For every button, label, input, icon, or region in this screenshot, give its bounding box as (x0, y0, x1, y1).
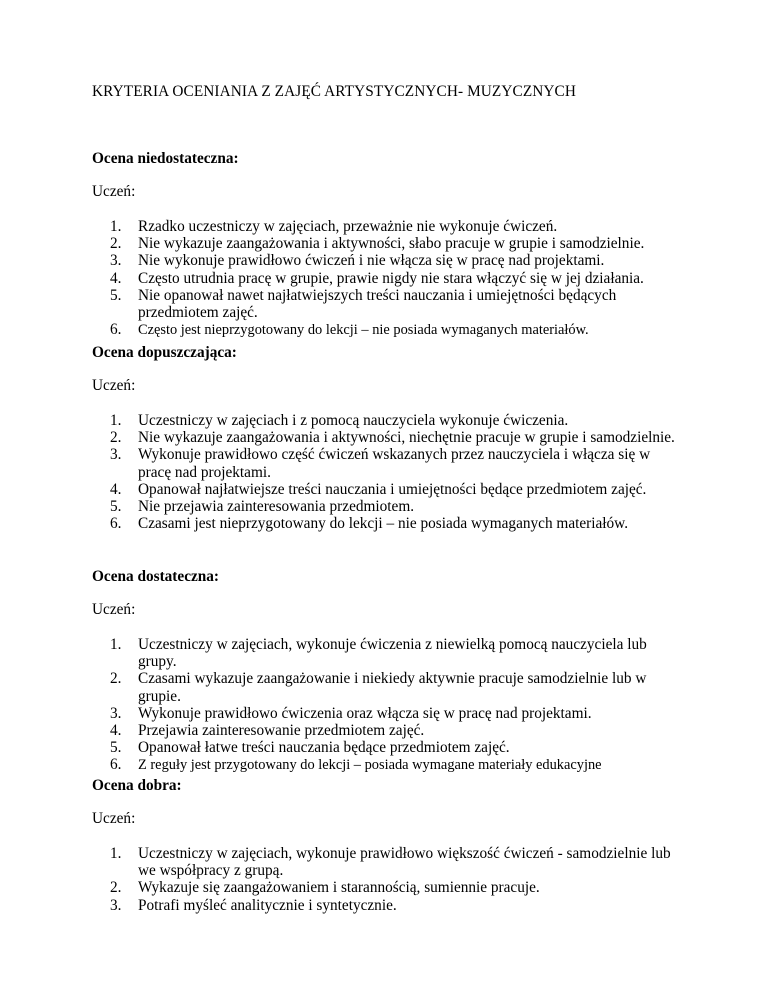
item-number: 1. (110, 845, 122, 862)
item-number: 5. (110, 739, 122, 757)
item-text: Wykazuje się zaangażowaniem i starannością, sumiennie pracuje. (138, 879, 540, 897)
item-number: 6. (110, 321, 122, 339)
item-number: 2. (110, 879, 122, 897)
list-item (92, 498, 682, 515)
item-text: Nie wykazuje zaangażowania i aktywności, słabo pracuje w grupie i samodzielnie. (138, 235, 645, 253)
list-item (92, 321, 682, 339)
list-item (92, 705, 682, 722)
item-text: Opanował łatwe treści nauczania będące przedmiotem zajęć. (138, 739, 510, 757)
item-text: Potrafi myśleć analitycznie i syntetycznie. (138, 896, 397, 914)
list-item (92, 722, 682, 739)
list-item (92, 481, 682, 498)
item-text: Opanował najłatwiejsze treści nauczania i umiejętności będące przedmiotem zajęć. (138, 480, 647, 498)
item-text: Czasami wykazuje zaangażowanie i niekiedy aktywnie pracuje samodzielnie lub w grupie. (138, 670, 647, 705)
item-text: Uczestniczy w zajęciach, wykonuje ćwiczenia z niewielką pomocą nauczyciela lub grupy. (138, 636, 647, 671)
section-niedostateczna (92, 150, 682, 339)
criteria-list (92, 845, 682, 914)
list-item (92, 252, 682, 269)
section-heading: Ocena dopuszczająca: (92, 344, 237, 361)
section-dopuszczajaca (92, 344, 682, 532)
item-text: Wykonuje prawidłowo ćwiczenia oraz włącza się w pracę nad projektami. (138, 704, 592, 722)
item-number: 6. (110, 756, 122, 774)
item-number: 5. (110, 286, 122, 304)
list-item (92, 446, 682, 480)
criteria-list (92, 412, 682, 532)
item-number: 6. (110, 515, 122, 533)
list-item (92, 235, 682, 252)
list-item (92, 845, 682, 879)
list-item (92, 429, 682, 446)
item-number: 1. (110, 636, 122, 653)
list-item (92, 270, 682, 287)
section-label: Uczeń: (92, 183, 136, 200)
section-label: Uczeń: (92, 601, 136, 618)
section-label: Uczeń: (92, 810, 136, 827)
list-item (92, 636, 682, 670)
item-number: 2. (110, 670, 122, 688)
item-text: Z reguły jest przygotowany do lekcji – posiada wymagane materiały edukacyjne (138, 757, 602, 774)
list-item (92, 515, 682, 532)
item-number: 3. (110, 704, 122, 722)
list-item (92, 739, 682, 756)
section-heading: Ocena dobra: (92, 777, 182, 794)
section-dostateczna (92, 568, 682, 775)
item-text: Czasami jest nieprzygotowany do lekcji – nie posiada wymaganych materiałów. (138, 515, 629, 533)
list-item (92, 756, 682, 774)
item-text: Uczestniczy w zajęciach, wykonuje prawidłowo większość ćwiczeń - samodzielnie lub we współpracy z grupą. (138, 845, 671, 880)
item-number: 3. (110, 896, 122, 914)
item-number: 3. (110, 446, 122, 464)
item-number: 1. (110, 412, 122, 429)
item-number: 5. (110, 498, 122, 516)
item-text: Rzadko uczestniczy w zajęciach, przeważnie nie wykonuje ćwiczeń. (138, 218, 558, 235)
criteria-list (92, 636, 682, 775)
item-text: Wykonuje prawidłowo część ćwiczeń wskazanych przez nauczyciela i włącza się w pracę nad projektami. (138, 446, 651, 481)
item-number: 2. (110, 235, 122, 253)
section-dobra (92, 777, 682, 914)
section-label: Uczeń: (92, 377, 136, 394)
section-heading: Ocena dostateczna: (92, 568, 220, 585)
item-text: Nie opanował nawet najłatwiejszych treści nauczania i umiejętności będących przedmiotem zajęć. (138, 286, 617, 322)
item-text: Nie przejawia zainteresowania przedmiotem. (138, 498, 415, 516)
list-item (92, 670, 682, 704)
section-heading: Ocena niedostateczna: (92, 150, 239, 167)
list-item (92, 287, 682, 321)
list-item (92, 897, 682, 914)
list-item (92, 412, 682, 429)
criteria-list (92, 218, 682, 339)
list-item (92, 879, 682, 896)
item-text: Często utrudnia pracę w grupie, prawie nigdy nie stara włączyć się w jej działania. (138, 269, 644, 287)
item-text: Nie wykazuje zaangażowania i aktywności, niechętnie pracuje w grupie i samodzielnie. (138, 429, 675, 447)
item-number: 3. (110, 252, 122, 270)
item-number: 4. (110, 480, 122, 498)
item-number: 2. (110, 429, 122, 447)
item-text: Uczestniczy w zajęciach i z pomocą nauczyciela wykonuje ćwiczenia. (138, 412, 569, 429)
item-number: 4. (110, 269, 122, 287)
list-item (92, 218, 682, 235)
item-text: Przejawia zainteresowanie przedmiotem zajęć. (138, 722, 425, 740)
document-title: KRYTERIA OCENIANIA Z ZAJĘĆ ARTYSTYCZNYCH- MUZYCZNYCH (92, 83, 577, 100)
item-text: Nie wykonuje prawidłowo ćwiczeń i nie włącza się w pracę nad projektami. (138, 252, 605, 270)
item-text: Często jest nieprzygotowany do lekcji – nie posiada wymaganych materiałów. (138, 322, 589, 339)
item-number: 4. (110, 722, 122, 740)
item-number: 1. (110, 218, 122, 235)
